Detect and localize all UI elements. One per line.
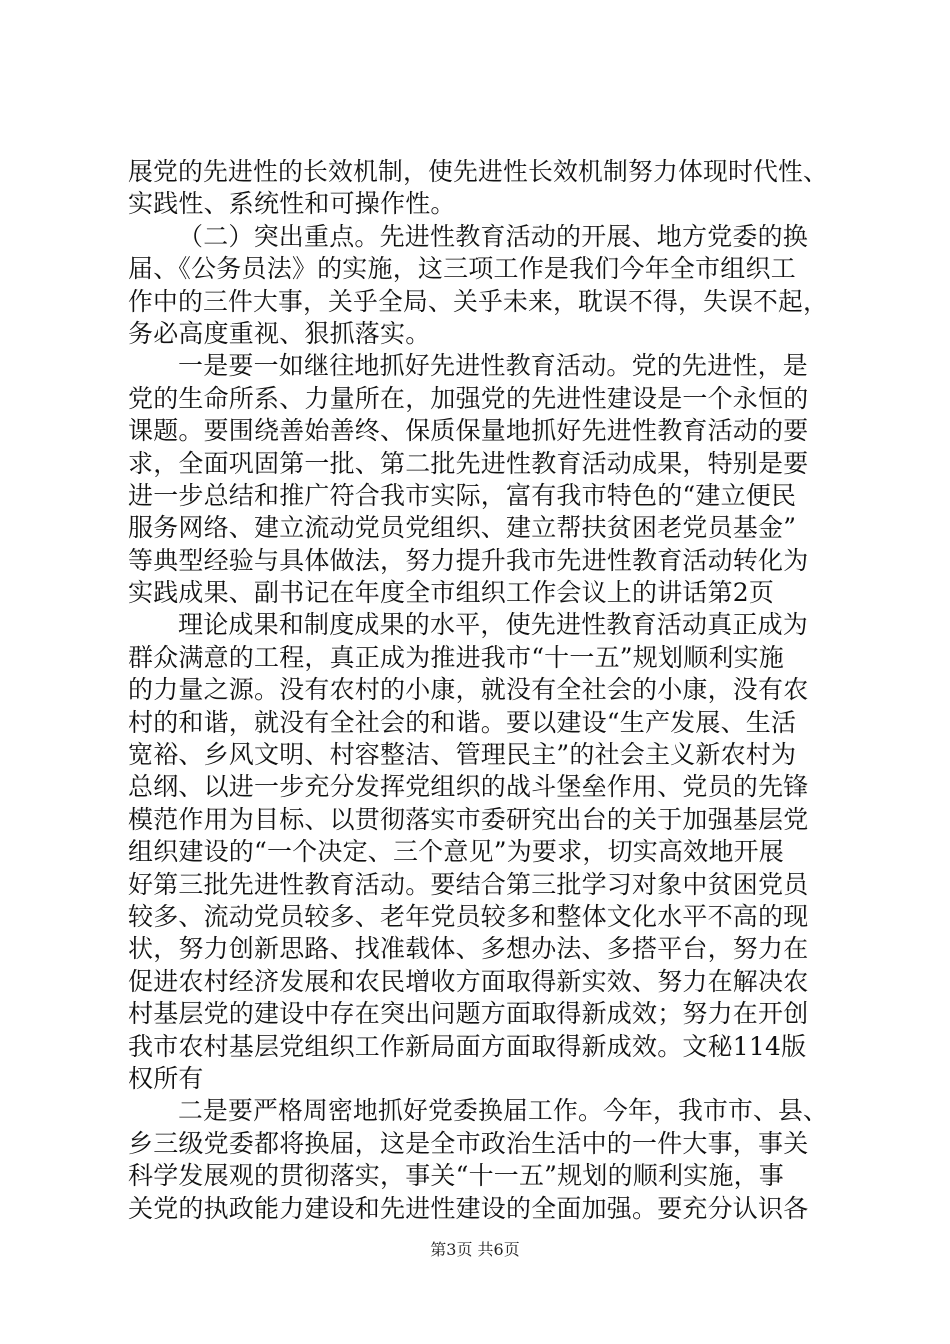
text-line: 课题。要围绕善始善终、保质保量地抓好先进性教育活动的要 xyxy=(128,416,809,446)
text-line: 进一步总结和推广符合我市实际，富有我市特色的“建立便民 xyxy=(128,480,797,510)
text-line: 务必高度重视、狠抓落实。 xyxy=(128,318,431,348)
text-line: 求，全面巩固第一批、第二批先进性教育活动成果，特别是要 xyxy=(128,448,809,478)
paragraph-start-line: 理论成果和制度成果的水平，使先进性教育活动真正成为 xyxy=(178,610,809,640)
paragraph-start-line: 二是要严格周密地抓好党委换届工作。今年，我市市、县、 xyxy=(178,1096,828,1126)
document-body xyxy=(128,156,828,1225)
text-line: 关党的执政能力建设和先进性建设的全面加强。要充分认识各 xyxy=(128,1193,809,1223)
text-line: 总纲、以进一步充分发挥党组织的战斗堡垒作用、党员的先锋 xyxy=(128,772,809,802)
text-line: 组织建设的“一个决定、三个意见”为要求，切实高效地开展 xyxy=(128,837,784,867)
text-line: 促进农村经济发展和农民增收方面取得新实效、努力在解决农 xyxy=(128,966,809,996)
text-line: 党的生命所系、力量所在，加强党的先进性建设是一个永恒的 xyxy=(128,383,809,413)
text-line: 服务网络、建立流动党员党组织、建立帮扶贫困老党员基金” xyxy=(128,513,797,543)
paragraph-start-line: 一是要一如继往地抓好先进性教育活动。党的先进性，是 xyxy=(178,351,809,381)
text-line: 届、《公务员法》的实施，这三项工作是我们今年全市组织工 xyxy=(128,254,796,284)
text-line: 实践成果、副书记在年度全市组织工作会议上的讲话第2页 xyxy=(128,578,775,608)
text-line: 村基层党的建设中存在突出问题方面取得新成效；努力在开创 xyxy=(128,999,809,1029)
text-line: 群众满意的工程，真正成为推进我市“十一五”规划顺利实施 xyxy=(128,642,784,672)
text-line: 状，努力创新思路、找准载体、多想办法、多搭平台，努力在 xyxy=(128,934,809,964)
page-number: 第3页 共6页 xyxy=(430,1240,520,1259)
text-line: 宽裕、乡风文明、村容整洁、管理民主”的社会主义新农村为 xyxy=(128,740,797,770)
text-line: 展党的先进性的长效机制，使先进性长效机制努力体现时代性、 xyxy=(128,157,828,186)
text-line: 好第三批先进性教育活动。要结合第三批学习对象中贫困党员 xyxy=(128,869,809,899)
text-line: 权所有 xyxy=(128,1063,204,1093)
text-line: 实践性、系统性和可操作性。 xyxy=(128,189,456,219)
text-line: 乡三级党委都将换届，这是全市政治生活中的一件大事，事关 xyxy=(128,1128,809,1158)
text-line: 我市农村基层党组织工作新局面方面取得新成效。文秘114版 xyxy=(128,1031,807,1061)
text-line: 较多、流动党员较多、老年党员较多和整体文化水平不高的现 xyxy=(128,901,809,931)
text-line: 科学发展观的贯彻落实，事关“十一五”规划的顺利实施，事 xyxy=(128,1161,784,1191)
text-line: 等典型经验与具体做法，努力提升我市先进性教育活动转化为 xyxy=(128,545,809,575)
text-line: 模范作用为目标、以贯彻落实市委研究出台的关于加强基层党 xyxy=(128,804,809,834)
text-line: 村的和谐，就没有全社会的和谐。要以建设“生产发展、生活 xyxy=(128,707,797,737)
text-line: 的力量之源。没有农村的小康，就没有全社会的小康，没有农 xyxy=(128,675,809,705)
paragraph-start-line: （二）突出重点。先进性教育活动的开展、地方党委的换 xyxy=(178,221,809,251)
text-line: 作中的三件大事，关乎全局、关乎未来，耽误不得，失误不起， xyxy=(128,286,828,316)
page-footer xyxy=(0,1240,950,1260)
